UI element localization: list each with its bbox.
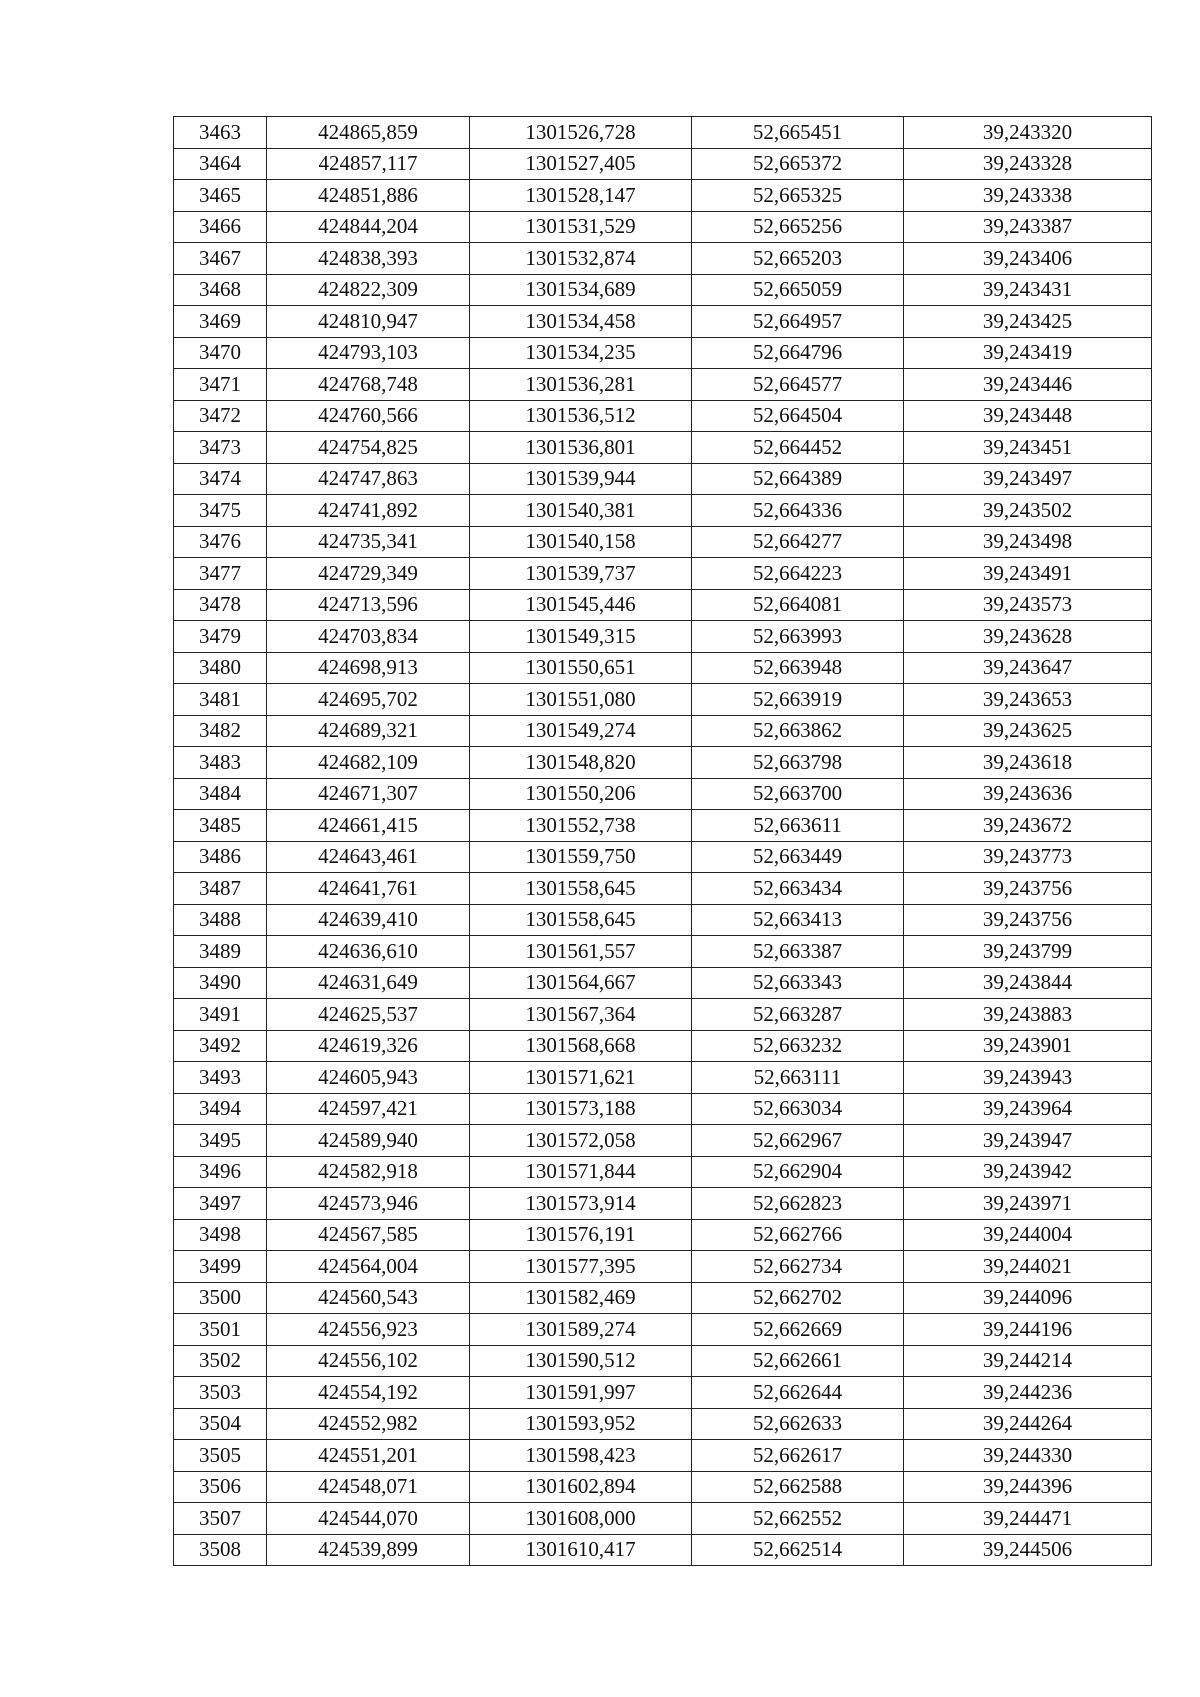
y-coordinate-cell: 1301550,651: [470, 652, 692, 684]
y-coordinate-cell: 1301559,750: [470, 841, 692, 873]
point-number-cell: 3483: [174, 747, 267, 779]
x-coordinate-cell: 424760,566: [267, 400, 470, 432]
x-coordinate-cell: 424589,940: [267, 1125, 470, 1157]
y-coordinate-cell: 1301549,315: [470, 621, 692, 653]
x-coordinate-cell: 424698,913: [267, 652, 470, 684]
coordinates-table: [173, 116, 1152, 1566]
y-coordinate-cell: 1301582,469: [470, 1282, 692, 1314]
table-row: [174, 873, 1152, 905]
table-row: [174, 589, 1152, 621]
y-coordinate-cell: 1301526,728: [470, 117, 692, 149]
table-row: [174, 936, 1152, 968]
y-coordinate-cell: 1301602,894: [470, 1471, 692, 1503]
x-coordinate-cell: 424822,309: [267, 274, 470, 306]
y-coordinate-cell: 1301552,738: [470, 810, 692, 842]
point-number-cell: 3504: [174, 1408, 267, 1440]
table-row: [174, 999, 1152, 1031]
y-coordinate-cell: 1301590,512: [470, 1345, 692, 1377]
table-row: [174, 747, 1152, 779]
y-coordinate-cell: 1301532,874: [470, 243, 692, 275]
longitude-cell: 39,244236: [904, 1377, 1152, 1409]
latitude-cell: 52,662588: [692, 1471, 904, 1503]
latitude-cell: 52,665451: [692, 117, 904, 149]
latitude-cell: 52,665059: [692, 274, 904, 306]
table-row: [174, 715, 1152, 747]
x-coordinate-cell: 424741,892: [267, 495, 470, 527]
longitude-cell: 39,243498: [904, 526, 1152, 558]
point-number-cell: 3508: [174, 1534, 267, 1566]
x-coordinate-cell: 424539,899: [267, 1534, 470, 1566]
x-coordinate-cell: 424661,415: [267, 810, 470, 842]
x-coordinate-cell: 424865,859: [267, 117, 470, 149]
latitude-cell: 52,664504: [692, 400, 904, 432]
table-row: [174, 810, 1152, 842]
y-coordinate-cell: 1301571,844: [470, 1156, 692, 1188]
longitude-cell: 39,243636: [904, 778, 1152, 810]
table-row: [174, 1534, 1152, 1566]
table-row: [174, 621, 1152, 653]
point-number-cell: 3472: [174, 400, 267, 432]
longitude-cell: 39,244264: [904, 1408, 1152, 1440]
point-number-cell: 3489: [174, 936, 267, 968]
latitude-cell: 52,662514: [692, 1534, 904, 1566]
latitude-cell: 52,663343: [692, 967, 904, 999]
longitude-cell: 39,243773: [904, 841, 1152, 873]
table-row: [174, 274, 1152, 306]
longitude-cell: 39,243573: [904, 589, 1152, 621]
point-number-cell: 3477: [174, 558, 267, 590]
x-coordinate-cell: 424641,761: [267, 873, 470, 905]
longitude-cell: 39,244096: [904, 1282, 1152, 1314]
longitude-cell: 39,243451: [904, 432, 1152, 464]
latitude-cell: 52,664223: [692, 558, 904, 590]
x-coordinate-cell: 424556,102: [267, 1345, 470, 1377]
latitude-cell: 52,664389: [692, 463, 904, 495]
longitude-cell: 39,243448: [904, 400, 1152, 432]
latitude-cell: 52,663434: [692, 873, 904, 905]
longitude-cell: 39,243431: [904, 274, 1152, 306]
y-coordinate-cell: 1301540,381: [470, 495, 692, 527]
latitude-cell: 52,662644: [692, 1377, 904, 1409]
y-coordinate-cell: 1301568,668: [470, 1030, 692, 1062]
x-coordinate-cell: 424844,204: [267, 211, 470, 243]
x-coordinate-cell: 424639,410: [267, 904, 470, 936]
table-row: [174, 1503, 1152, 1535]
longitude-cell: 39,244214: [904, 1345, 1152, 1377]
point-number-cell: 3464: [174, 148, 267, 180]
x-coordinate-cell: 424619,326: [267, 1030, 470, 1062]
latitude-cell: 52,662661: [692, 1345, 904, 1377]
point-number-cell: 3488: [174, 904, 267, 936]
x-coordinate-cell: 424582,918: [267, 1156, 470, 1188]
latitude-cell: 52,663611: [692, 810, 904, 842]
longitude-cell: 39,243844: [904, 967, 1152, 999]
longitude-cell: 39,244396: [904, 1471, 1152, 1503]
latitude-cell: 52,662669: [692, 1314, 904, 1346]
x-coordinate-cell: 424810,947: [267, 306, 470, 338]
y-coordinate-cell: 1301531,529: [470, 211, 692, 243]
latitude-cell: 52,662617: [692, 1440, 904, 1472]
table-row: [174, 904, 1152, 936]
table-row: [174, 1471, 1152, 1503]
y-coordinate-cell: 1301539,737: [470, 558, 692, 590]
latitude-cell: 52,664577: [692, 369, 904, 401]
table-row: [174, 1282, 1152, 1314]
point-number-cell: 3484: [174, 778, 267, 810]
latitude-cell: 52,665256: [692, 211, 904, 243]
y-coordinate-cell: 1301593,952: [470, 1408, 692, 1440]
point-number-cell: 3498: [174, 1219, 267, 1251]
y-coordinate-cell: 1301536,801: [470, 432, 692, 464]
y-coordinate-cell: 1301534,458: [470, 306, 692, 338]
y-coordinate-cell: 1301591,997: [470, 1377, 692, 1409]
y-coordinate-cell: 1301572,058: [470, 1125, 692, 1157]
table-row: [174, 1440, 1152, 1472]
y-coordinate-cell: 1301536,512: [470, 400, 692, 432]
table-row: [174, 463, 1152, 495]
latitude-cell: 52,663919: [692, 684, 904, 716]
x-coordinate-cell: 424747,863: [267, 463, 470, 495]
latitude-cell: 52,664081: [692, 589, 904, 621]
longitude-cell: 39,243971: [904, 1188, 1152, 1220]
table-row: [174, 211, 1152, 243]
point-number-cell: 3494: [174, 1093, 267, 1125]
latitude-cell: 52,664277: [692, 526, 904, 558]
longitude-cell: 39,243647: [904, 652, 1152, 684]
point-number-cell: 3503: [174, 1377, 267, 1409]
point-number-cell: 3463: [174, 117, 267, 149]
x-coordinate-cell: 424695,702: [267, 684, 470, 716]
x-coordinate-cell: 424689,321: [267, 715, 470, 747]
table-row: [174, 1408, 1152, 1440]
longitude-cell: 39,243883: [904, 999, 1152, 1031]
x-coordinate-cell: 424713,596: [267, 589, 470, 621]
latitude-cell: 52,664336: [692, 495, 904, 527]
x-coordinate-cell: 424625,537: [267, 999, 470, 1031]
longitude-cell: 39,243628: [904, 621, 1152, 653]
y-coordinate-cell: 1301550,206: [470, 778, 692, 810]
latitude-cell: 52,664452: [692, 432, 904, 464]
table-row: [174, 369, 1152, 401]
longitude-cell: 39,243625: [904, 715, 1152, 747]
x-coordinate-cell: 424671,307: [267, 778, 470, 810]
point-number-cell: 3475: [174, 495, 267, 527]
point-number-cell: 3469: [174, 306, 267, 338]
table-row: [174, 1093, 1152, 1125]
latitude-cell: 52,663948: [692, 652, 904, 684]
table-row: [174, 148, 1152, 180]
y-coordinate-cell: 1301539,944: [470, 463, 692, 495]
table-row: [174, 306, 1152, 338]
latitude-cell: 52,662552: [692, 1503, 904, 1535]
x-coordinate-cell: 424552,982: [267, 1408, 470, 1440]
table-row: [174, 117, 1152, 149]
latitude-cell: 52,662904: [692, 1156, 904, 1188]
longitude-cell: 39,243387: [904, 211, 1152, 243]
point-number-cell: 3478: [174, 589, 267, 621]
longitude-cell: 39,243406: [904, 243, 1152, 275]
y-coordinate-cell: 1301558,645: [470, 873, 692, 905]
latitude-cell: 52,664796: [692, 337, 904, 369]
latitude-cell: 52,663449: [692, 841, 904, 873]
y-coordinate-cell: 1301573,188: [470, 1093, 692, 1125]
table-row: [174, 558, 1152, 590]
longitude-cell: 39,243497: [904, 463, 1152, 495]
latitude-cell: 52,665203: [692, 243, 904, 275]
x-coordinate-cell: 424857,117: [267, 148, 470, 180]
x-coordinate-cell: 424551,201: [267, 1440, 470, 1472]
point-number-cell: 3490: [174, 967, 267, 999]
table-row: [174, 967, 1152, 999]
y-coordinate-cell: 1301549,274: [470, 715, 692, 747]
longitude-cell: 39,243942: [904, 1156, 1152, 1188]
x-coordinate-cell: 424631,649: [267, 967, 470, 999]
point-number-cell: 3500: [174, 1282, 267, 1314]
latitude-cell: 52,663287: [692, 999, 904, 1031]
table-row: [174, 1345, 1152, 1377]
table-row: [174, 495, 1152, 527]
latitude-cell: 52,663387: [692, 936, 904, 968]
longitude-cell: 39,243338: [904, 180, 1152, 212]
table-row: [174, 1188, 1152, 1220]
latitude-cell: 52,663700: [692, 778, 904, 810]
table-row: [174, 432, 1152, 464]
point-number-cell: 3479: [174, 621, 267, 653]
point-number-cell: 3473: [174, 432, 267, 464]
x-coordinate-cell: 424768,748: [267, 369, 470, 401]
point-number-cell: 3493: [174, 1062, 267, 1094]
table-row: [174, 684, 1152, 716]
longitude-cell: 39,244330: [904, 1440, 1152, 1472]
x-coordinate-cell: 424754,825: [267, 432, 470, 464]
latitude-cell: 52,663413: [692, 904, 904, 936]
table-row: [174, 1314, 1152, 1346]
x-coordinate-cell: 424573,946: [267, 1188, 470, 1220]
longitude-cell: 39,243901: [904, 1030, 1152, 1062]
longitude-cell: 39,243756: [904, 904, 1152, 936]
point-number-cell: 3507: [174, 1503, 267, 1535]
longitude-cell: 39,244021: [904, 1251, 1152, 1283]
x-coordinate-cell: 424554,192: [267, 1377, 470, 1409]
y-coordinate-cell: 1301561,557: [470, 936, 692, 968]
longitude-cell: 39,243425: [904, 306, 1152, 338]
point-number-cell: 3505: [174, 1440, 267, 1472]
longitude-cell: 39,244506: [904, 1534, 1152, 1566]
y-coordinate-cell: 1301571,621: [470, 1062, 692, 1094]
latitude-cell: 52,663111: [692, 1062, 904, 1094]
y-coordinate-cell: 1301534,235: [470, 337, 692, 369]
point-number-cell: 3485: [174, 810, 267, 842]
longitude-cell: 39,243947: [904, 1125, 1152, 1157]
point-number-cell: 3480: [174, 652, 267, 684]
latitude-cell: 52,662766: [692, 1219, 904, 1251]
latitude-cell: 52,662734: [692, 1251, 904, 1283]
x-coordinate-cell: 424548,071: [267, 1471, 470, 1503]
latitude-cell: 52,665372: [692, 148, 904, 180]
longitude-cell: 39,243502: [904, 495, 1152, 527]
y-coordinate-cell: 1301548,820: [470, 747, 692, 779]
latitude-cell: 52,665325: [692, 180, 904, 212]
table-row: [174, 337, 1152, 369]
table-row: [174, 841, 1152, 873]
longitude-cell: 39,243964: [904, 1093, 1152, 1125]
point-number-cell: 3491: [174, 999, 267, 1031]
longitude-cell: 39,243672: [904, 810, 1152, 842]
point-number-cell: 3476: [174, 526, 267, 558]
y-coordinate-cell: 1301589,274: [470, 1314, 692, 1346]
longitude-cell: 39,243756: [904, 873, 1152, 905]
latitude-cell: 52,663862: [692, 715, 904, 747]
x-coordinate-cell: 424735,341: [267, 526, 470, 558]
longitude-cell: 39,244471: [904, 1503, 1152, 1535]
y-coordinate-cell: 1301573,914: [470, 1188, 692, 1220]
point-number-cell: 3482: [174, 715, 267, 747]
longitude-cell: 39,243653: [904, 684, 1152, 716]
y-coordinate-cell: 1301610,417: [470, 1534, 692, 1566]
x-coordinate-cell: 424567,585: [267, 1219, 470, 1251]
y-coordinate-cell: 1301577,395: [470, 1251, 692, 1283]
point-number-cell: 3468: [174, 274, 267, 306]
point-number-cell: 3487: [174, 873, 267, 905]
y-coordinate-cell: 1301545,446: [470, 589, 692, 621]
y-coordinate-cell: 1301527,405: [470, 148, 692, 180]
latitude-cell: 52,663232: [692, 1030, 904, 1062]
table-row: [174, 526, 1152, 558]
latitude-cell: 52,664957: [692, 306, 904, 338]
latitude-cell: 52,663034: [692, 1093, 904, 1125]
longitude-cell: 39,244196: [904, 1314, 1152, 1346]
table-row: [174, 652, 1152, 684]
longitude-cell: 39,243943: [904, 1062, 1152, 1094]
x-coordinate-cell: 424851,886: [267, 180, 470, 212]
table-row: [174, 400, 1152, 432]
point-number-cell: 3466: [174, 211, 267, 243]
table-row: [174, 1219, 1152, 1251]
table-row: [174, 1377, 1152, 1409]
x-coordinate-cell: 424838,393: [267, 243, 470, 275]
point-number-cell: 3506: [174, 1471, 267, 1503]
y-coordinate-cell: 1301564,667: [470, 967, 692, 999]
y-coordinate-cell: 1301608,000: [470, 1503, 692, 1535]
table-row: [174, 1062, 1152, 1094]
x-coordinate-cell: 424682,109: [267, 747, 470, 779]
x-coordinate-cell: 424564,004: [267, 1251, 470, 1283]
longitude-cell: 39,243328: [904, 148, 1152, 180]
point-number-cell: 3502: [174, 1345, 267, 1377]
x-coordinate-cell: 424556,923: [267, 1314, 470, 1346]
y-coordinate-cell: 1301551,080: [470, 684, 692, 716]
point-number-cell: 3474: [174, 463, 267, 495]
latitude-cell: 52,662702: [692, 1282, 904, 1314]
coordinates-table-body: [174, 117, 1152, 1566]
point-number-cell: 3492: [174, 1030, 267, 1062]
x-coordinate-cell: 424703,834: [267, 621, 470, 653]
longitude-cell: 39,243419: [904, 337, 1152, 369]
point-number-cell: 3497: [174, 1188, 267, 1220]
table-row: [174, 1125, 1152, 1157]
y-coordinate-cell: 1301534,689: [470, 274, 692, 306]
table-row: [174, 180, 1152, 212]
point-number-cell: 3499: [174, 1251, 267, 1283]
point-number-cell: 3467: [174, 243, 267, 275]
longitude-cell: 39,243799: [904, 936, 1152, 968]
y-coordinate-cell: 1301528,147: [470, 180, 692, 212]
longitude-cell: 39,243618: [904, 747, 1152, 779]
y-coordinate-cell: 1301567,364: [470, 999, 692, 1031]
point-number-cell: 3486: [174, 841, 267, 873]
longitude-cell: 39,244004: [904, 1219, 1152, 1251]
point-number-cell: 3496: [174, 1156, 267, 1188]
table-row: [174, 243, 1152, 275]
y-coordinate-cell: 1301536,281: [470, 369, 692, 401]
longitude-cell: 39,243446: [904, 369, 1152, 401]
latitude-cell: 52,662823: [692, 1188, 904, 1220]
x-coordinate-cell: 424729,349: [267, 558, 470, 590]
y-coordinate-cell: 1301558,645: [470, 904, 692, 936]
point-number-cell: 3481: [174, 684, 267, 716]
point-number-cell: 3465: [174, 180, 267, 212]
point-number-cell: 3470: [174, 337, 267, 369]
table-row: [174, 1030, 1152, 1062]
longitude-cell: 39,243320: [904, 117, 1152, 149]
table-row: [174, 1251, 1152, 1283]
latitude-cell: 52,662967: [692, 1125, 904, 1157]
x-coordinate-cell: 424560,543: [267, 1282, 470, 1314]
y-coordinate-cell: 1301540,158: [470, 526, 692, 558]
x-coordinate-cell: 424597,421: [267, 1093, 470, 1125]
x-coordinate-cell: 424643,461: [267, 841, 470, 873]
y-coordinate-cell: 1301598,423: [470, 1440, 692, 1472]
latitude-cell: 52,663993: [692, 621, 904, 653]
table-row: [174, 778, 1152, 810]
latitude-cell: 52,662633: [692, 1408, 904, 1440]
x-coordinate-cell: 424636,610: [267, 936, 470, 968]
point-number-cell: 3495: [174, 1125, 267, 1157]
table-row: [174, 1156, 1152, 1188]
point-number-cell: 3501: [174, 1314, 267, 1346]
x-coordinate-cell: 424605,943: [267, 1062, 470, 1094]
x-coordinate-cell: 424793,103: [267, 337, 470, 369]
longitude-cell: 39,243491: [904, 558, 1152, 590]
point-number-cell: 3471: [174, 369, 267, 401]
latitude-cell: 52,663798: [692, 747, 904, 779]
x-coordinate-cell: 424544,070: [267, 1503, 470, 1535]
y-coordinate-cell: 1301576,191: [470, 1219, 692, 1251]
